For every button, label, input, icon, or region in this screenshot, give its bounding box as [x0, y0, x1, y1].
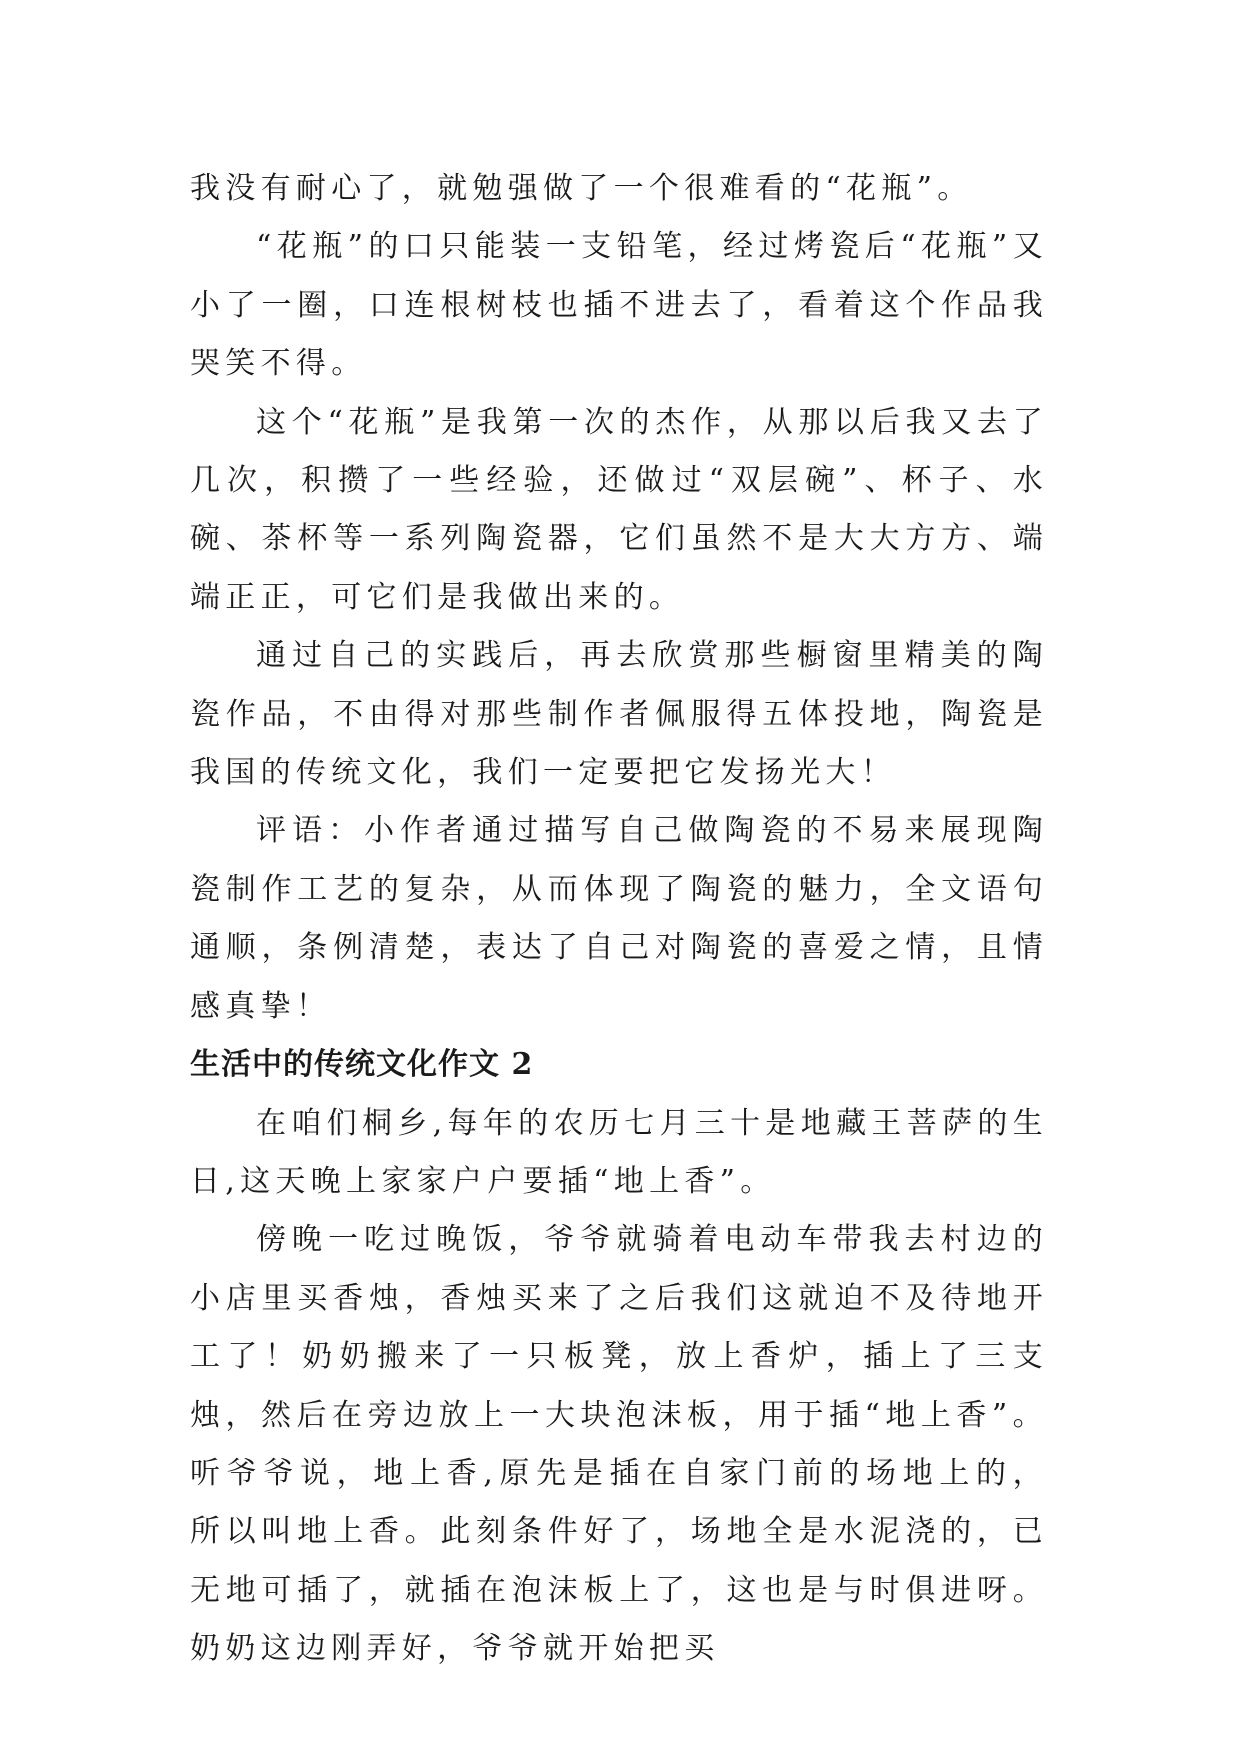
- paragraph-comment: 评语：小作者通过描写自己做陶瓷的不易来展现陶瓷制作工艺的复杂，从而体现了陶瓷的魅力，全文语句通顺，条例清楚，表达了自己对陶瓷的喜爱之情，且情感真挚！: [190, 813, 1048, 1024]
- paragraph-1: 我没有耐心了，就勉强做了一个很难看的“花瓶”。: [190, 171, 973, 206]
- section-paragraph-2: 傍晚一吃过晚饭，爷爷就骑着电动车带我去村边的小店里买香烛，香烛买来了之后我们这就迫不及待地开工了！奶奶搬来了一只板凳，放上香炉，插上了三支烛，然后在旁边放上一大块泡沫板，用于插“地上香”。听爷爷说，地上香,原先是插在自家门前的场地上的，所以叫地上香。此刻条件好了，场地全是水泥浇的，已无地可插了，就插在泡沫板上了，这也是与时俱进呀。奶奶这边刚弄好，爷爷就开始把买: [190, 1222, 1048, 1667]
- section-title: 生活中的传统文化作文 2: [190, 1047, 534, 1083]
- document-page: [190, 160, 1048, 1679]
- paragraph-4: 通过自己的实践后，再去欣赏那些橱窗里精美的陶瓷作品，不由得对那些制作者佩服得五体投地，陶瓷是我国的传统文化，我们一定要把它发扬光大！: [190, 638, 1048, 791]
- paragraph-2: “花瓶”的口只能装一支铅笔，经过烤瓷后“花瓶”又小了一圈，口连根树枝也插不进去了，看着这个作品我哭笑不得。: [190, 229, 1048, 382]
- paragraph-3: 这个“花瓶”是我第一次的杰作，从那以后我又去了几次，积攒了一些经验，还做过“双层碗”、杯子、水碗、茶杯等一系列陶瓷器，它们虽然不是大大方方、端端正正，可它们是我做出来的。: [190, 404, 1048, 615]
- section-paragraph-1: 在咱们桐乡,每年的农历七月三十是地藏王菩萨的生日,这天晚上家家户户要插“地上香”。: [190, 1105, 1048, 1199]
